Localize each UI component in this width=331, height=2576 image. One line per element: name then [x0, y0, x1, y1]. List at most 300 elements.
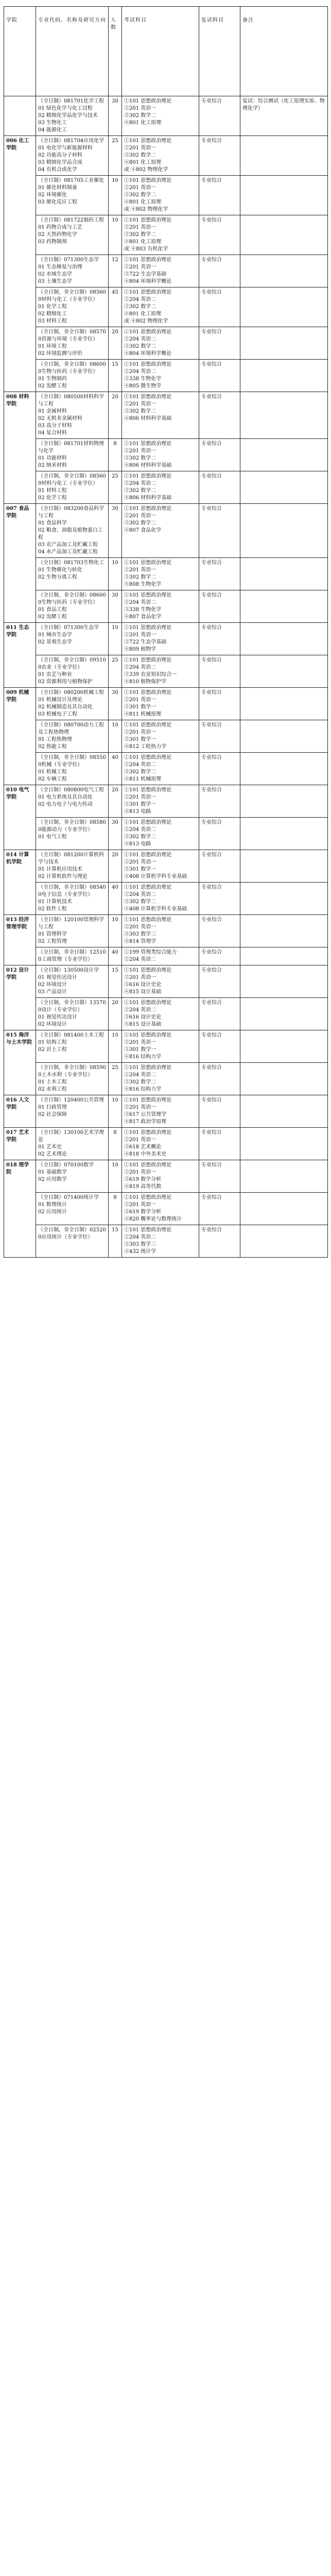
exam-line: ①101 思想政治理论	[124, 473, 172, 479]
exam-line: ①101 思想政治理论	[124, 1032, 172, 1038]
exam-line: ④814 管理学	[124, 939, 156, 944]
major-line: （全日制，非全日制）025200应用统计（专业学位）	[38, 1227, 106, 1240]
table-row	[4, 947, 328, 965]
exam-line: ①101 思想政治理论	[124, 257, 172, 263]
school-cell: 008 材料学院	[4, 392, 36, 504]
exam-line: ③303 数学三	[124, 931, 156, 937]
major-line: （全日制）130100艺术学理论	[38, 1130, 104, 1143]
admissions-table-sheet	[4, 6, 327, 1258]
exam-line: ②201 英语一	[124, 567, 156, 573]
school-cell: 017 艺术学院	[4, 1128, 36, 1160]
exam-line: ④810 植物保护学	[124, 679, 167, 685]
count-cell: 8	[109, 1193, 122, 1225]
exam-line: ③302 数学二	[124, 409, 156, 414]
note-cell	[240, 558, 328, 590]
exam-cell	[122, 558, 199, 590]
table-row	[4, 504, 328, 558]
exam-line: ②201 英语一	[124, 448, 156, 454]
count-cell: 10	[109, 1030, 122, 1063]
exam-line: ④816 结构力学	[124, 1087, 162, 1092]
exam-line: ①101 思想政治理论	[124, 178, 172, 183]
exam-line: ②201 英语一	[124, 730, 156, 735]
note-cell	[240, 965, 328, 998]
count-cell: 30	[109, 96, 122, 136]
exam-cell	[122, 947, 199, 965]
major-line: （全日制）080200机械工程	[38, 690, 104, 696]
major-line: 02 环境设计	[38, 1022, 67, 1027]
major-cell	[36, 753, 109, 785]
exam-cell	[122, 439, 199, 471]
major-line: 01 催化材料制备	[38, 185, 77, 191]
table-row	[4, 327, 328, 360]
retest-cell: 专业综合	[199, 590, 240, 623]
exam-line: ①101 思想政治理论	[124, 1227, 172, 1233]
major-line: 01 土木工程	[38, 1079, 67, 1085]
major-cell	[36, 215, 109, 255]
note-cell	[240, 136, 328, 176]
note-cell	[240, 688, 328, 720]
major-line: 03 高分子材料	[38, 423, 72, 429]
retest-cell: 专业综合	[199, 176, 240, 215]
table-row	[4, 998, 328, 1030]
table-row	[4, 392, 328, 439]
exam-line: ③301 数学一	[124, 867, 156, 872]
count-cell: 15	[109, 965, 122, 998]
major-cell	[36, 392, 109, 439]
major-cell	[36, 590, 109, 623]
major-line: 01 食品工程	[38, 607, 67, 613]
major-line: 02 天然药物化学	[38, 232, 77, 238]
exam-cell	[122, 965, 199, 998]
major-cell	[36, 883, 109, 915]
retest-cell: 专业综合	[199, 504, 240, 558]
exam-line: ④811 机械原理	[124, 776, 162, 782]
retest-cell: 专业综合	[199, 1095, 240, 1128]
retest-cell: 专业综合	[199, 623, 240, 655]
major-line: 03 材料工程	[38, 318, 67, 324]
exam-line: ④801 化工原理	[124, 311, 162, 317]
note-cell	[240, 1063, 328, 1095]
major-line: （全日制，非全日制）095100农业（专业学位）	[38, 657, 106, 670]
note-cell	[240, 360, 328, 392]
major-line: （全日制）081705工业催化	[38, 178, 104, 183]
exam-cell	[122, 998, 199, 1030]
exam-line: ③616 设计史论	[124, 1014, 162, 1020]
major-line: 03 产品设计	[38, 989, 67, 995]
exam-line: 或 ④803 有机化学	[124, 246, 168, 252]
count-cell: 8	[109, 1128, 122, 1160]
major-cell	[36, 558, 109, 590]
count-cell: 20	[109, 785, 122, 818]
major-line: （全日制，非全日制）086000生物与医药（专业学位）	[38, 362, 106, 375]
major-cell	[36, 439, 109, 471]
major-line: （全日制）130500设计学	[38, 968, 99, 973]
major-cell	[36, 688, 109, 720]
exam-line: ①101 思想政治理论	[124, 1000, 172, 1006]
major-line: 02 精细化工	[38, 311, 67, 317]
count-cell: 10	[109, 1095, 122, 1128]
retest-cell: 专业综合	[199, 965, 240, 998]
major-line: 03 土壤生态学	[38, 279, 72, 284]
note-cell	[240, 883, 328, 915]
count-cell: 30	[109, 590, 122, 623]
table-row	[4, 471, 328, 504]
count-cell: 10	[109, 720, 122, 753]
exam-line: ②201 英语一	[124, 975, 156, 980]
count-cell: 40	[109, 883, 122, 915]
exam-line: ①101 思想政治理论	[124, 290, 172, 295]
table-row	[4, 1095, 328, 1128]
exam-cell	[122, 255, 199, 287]
major-line: 02 功能高分子材料	[38, 152, 82, 158]
major-line: 01 机械设计及理论	[38, 697, 82, 703]
major-line: 03 药物制剂	[38, 239, 67, 245]
major-line: 03 农产品加工及贮藏工程	[38, 542, 98, 548]
major-line: 01 机械工程	[38, 769, 67, 775]
exam-line: ②201 英语一	[124, 145, 156, 151]
major-line: 01 材料工程	[38, 488, 67, 494]
major-line: 02 软件工程	[38, 906, 67, 912]
note-cell	[240, 915, 328, 947]
count-cell: 30	[109, 688, 122, 720]
major-cell	[36, 998, 109, 1030]
major-line: （全日制）081703生物化工	[38, 560, 104, 566]
exam-line: ④432 统计学	[124, 1249, 156, 1255]
exam-cell	[122, 720, 199, 753]
exam-cell	[122, 136, 199, 176]
note-cell	[240, 1128, 328, 1160]
major-cell	[36, 1063, 109, 1095]
note-cell	[240, 287, 328, 327]
retest-cell: 专业综合	[199, 818, 240, 850]
exam-cell	[122, 360, 199, 392]
school-cell: 007 食品学院	[4, 504, 36, 623]
retest-cell: 专业综合	[199, 883, 240, 915]
major-cell	[36, 818, 109, 850]
major-line: （全日制，非全日制）086000生物与医药（专业学位）	[38, 592, 106, 605]
exam-line: ②204 英语二	[124, 892, 156, 897]
major-line: （全日制）081722制药工程	[38, 217, 104, 223]
exam-line: ③302 数学二	[124, 834, 156, 840]
exam-cell	[122, 1063, 199, 1095]
exam-line: ④820 概率论与数理统计	[124, 1216, 182, 1222]
note-cell	[240, 947, 328, 965]
major-line: （全日制，非全日制）085400电子信息（专业学位）	[38, 885, 106, 897]
retest-cell: 专业综合	[199, 360, 240, 392]
header-major: 专业代码、名称及研究方向	[36, 7, 109, 96]
major-line: （全日制）081701化学工程	[38, 98, 104, 104]
exam-line: ④807 食品化学	[124, 528, 162, 533]
exam-line: ④817 政治学原理	[124, 1119, 167, 1125]
exam-line: ②201 英语一	[124, 1170, 156, 1175]
exam-line: ③302 数学二	[124, 232, 156, 238]
school-cell: 006 化工学院	[4, 136, 36, 392]
table-row	[4, 360, 328, 392]
note-cell	[240, 1030, 328, 1063]
major-line: 01 电化学与新能源材料	[38, 145, 93, 151]
exam-line: ①101 思想政治理论	[124, 1162, 172, 1168]
exam-line: ③338 生物化学	[124, 607, 162, 613]
note-cell	[240, 504, 328, 558]
exam-line: ②204 英语二	[124, 827, 156, 833]
major-cell	[36, 255, 109, 287]
count-cell: 30	[109, 818, 122, 850]
major-line: 02 景观生态学	[38, 639, 72, 645]
major-line: 02 发酵工程	[38, 614, 67, 620]
major-line: 02 粮食、油脂及植物蛋白工程	[38, 528, 103, 540]
major-cell	[36, 915, 109, 947]
table-row	[4, 655, 328, 688]
count-cell: 20	[109, 850, 122, 883]
note-cell	[240, 392, 328, 439]
exam-cell	[122, 1030, 199, 1063]
table-row	[4, 255, 328, 287]
retest-cell: 专业综合	[199, 785, 240, 818]
major-line: （全日制）081704应用化学	[38, 138, 104, 144]
table-row	[4, 850, 328, 883]
exam-cell	[122, 655, 199, 688]
major-cell	[36, 965, 109, 998]
exam-line: ②204 英语二	[124, 481, 156, 486]
table-row	[4, 1193, 328, 1225]
retest-cell: 专业综合	[199, 215, 240, 255]
exam-line: ③301 数学一	[124, 704, 156, 710]
retest-cell: 专业综合	[199, 392, 240, 439]
exam-line: ④801 化工原理	[124, 160, 162, 165]
exam-line: ②201 英语一	[124, 225, 156, 230]
exam-line: ④408 计算机学科专业基础	[124, 906, 187, 912]
table-row	[4, 1225, 328, 1258]
major-line: （全日制）080500材料科学与工程	[38, 394, 104, 407]
count-cell: 25	[109, 471, 122, 504]
table-row	[4, 1030, 328, 1063]
exam-line: ④801 化工原理	[124, 239, 162, 245]
exam-line: ①101 思想政治理论	[124, 560, 172, 566]
major-line: 01 数理统计	[38, 1202, 67, 1208]
exam-line: ②201 英语一	[124, 1137, 156, 1143]
major-line: 01 金属材料	[38, 409, 67, 414]
exam-cell	[122, 785, 199, 818]
exam-line: ③302 数学二	[124, 455, 156, 461]
retest-cell: 专业综合	[199, 439, 240, 471]
retest-cell: 专业综合	[199, 255, 240, 287]
exam-line: ③301 数学一	[124, 1047, 156, 1053]
major-line: 01 行政管理	[38, 1105, 67, 1110]
major-line: 01 艺术史	[38, 1144, 62, 1150]
major-line: 02 水域生态学	[38, 272, 72, 277]
retest-cell: 专业综合	[199, 1030, 240, 1063]
exam-line: ③302 数学二	[124, 152, 156, 158]
major-line: 04 有机合成化学	[38, 167, 77, 173]
exam-line: ②201 英语一	[124, 1040, 156, 1045]
count-cell: 12	[109, 255, 122, 287]
table-row	[4, 558, 328, 590]
count-cell: 10	[109, 176, 122, 215]
exam-line: ①101 思想政治理论	[124, 329, 172, 335]
major-cell	[36, 136, 109, 176]
retest-cell: 专业综合	[199, 1063, 240, 1095]
major-line: （全日制）083200食品科学与工程	[38, 506, 104, 519]
note-cell	[240, 818, 328, 850]
major-cell	[36, 176, 109, 215]
major-line: 02 应用数学	[38, 1177, 67, 1182]
exam-line: ④813 电路	[124, 809, 151, 815]
exam-line: ④819 高等代数	[124, 1184, 162, 1190]
exam-line: ②201 英语一	[124, 794, 156, 800]
major-line: 01 生态修复与治理	[38, 264, 82, 270]
exam-cell	[122, 1128, 199, 1160]
exam-line: ③722 生态学基础	[124, 272, 167, 277]
exam-cell	[122, 818, 199, 850]
major-cell	[36, 1193, 109, 1225]
major-line: 01 食品科学	[38, 520, 67, 526]
major-line: （全日制）070100数学	[38, 1162, 94, 1168]
exam-line: ①101 思想政治理论	[124, 690, 172, 696]
exam-line: ③302 数学二	[124, 769, 156, 775]
exam-line: ②201 英语一	[124, 697, 156, 703]
school-cell: 009 机械学院	[4, 688, 36, 785]
exam-line: ②204 英语二	[124, 1007, 156, 1013]
exam-line: ④804 环境科学概论	[124, 279, 172, 284]
major-line: 02 水利工程	[38, 1087, 67, 1092]
retest-cell: 专业综合	[199, 1128, 240, 1160]
major-cell	[36, 1128, 109, 1160]
admissions-table	[4, 6, 328, 1258]
table-row	[4, 439, 328, 471]
major-line: （全日制）080800电气工程	[38, 787, 104, 793]
exam-line: ③301 数学一	[124, 737, 156, 742]
exam-line: ③302 数学二	[124, 520, 156, 526]
major-line: 02 热能工程	[38, 744, 67, 750]
major-line: （全日制）081400土木工程	[38, 1032, 104, 1038]
exam-line: ③301 数学一	[124, 802, 156, 807]
table-row	[4, 1128, 328, 1160]
major-cell	[36, 471, 109, 504]
exam-cell	[122, 215, 199, 255]
exam-line: 或 ④802 物理化学	[124, 167, 168, 173]
table-body	[4, 96, 328, 1258]
exam-line: ①101 思想政治理论	[124, 217, 172, 223]
major-cell	[36, 947, 109, 965]
major-line: 02 机械制造及其自动化	[38, 704, 93, 710]
exam-line: ①101 思想政治理论	[124, 362, 172, 367]
table-row	[4, 287, 328, 327]
count-cell: 8	[109, 439, 122, 471]
exam-line: ③302 数学二	[124, 344, 156, 349]
exam-line: ②201 英语一	[124, 924, 156, 930]
major-cell	[36, 287, 109, 327]
major-cell	[36, 1225, 109, 1258]
exam-cell	[122, 287, 199, 327]
exam-line: ①101 思想政治理论	[124, 1130, 172, 1136]
major-line: （全日制）071300生态学	[38, 625, 99, 631]
major-line: 01 视觉传达设计	[38, 1014, 77, 1020]
exam-line: 或 ④802 物理化学	[124, 207, 168, 212]
exam-line: ②204 英语二	[124, 369, 156, 375]
exam-cell	[122, 1225, 199, 1258]
exam-cell	[122, 1193, 199, 1225]
major-line: 01 化学工程	[38, 304, 67, 310]
exam-line: ②204 英语二	[124, 762, 156, 768]
exam-line: ④815 设计基础	[124, 989, 162, 995]
major-line: （全日制）071400统计学	[38, 1195, 99, 1200]
header-exam: 考试科目	[122, 7, 199, 96]
major-line: 02 艺术理论	[38, 1151, 67, 1157]
retest-cell: 专业综合	[199, 558, 240, 590]
count-cell: 40	[109, 947, 122, 965]
note-cell	[240, 1095, 328, 1128]
retest-cell: 专业综合	[199, 998, 240, 1030]
exam-line: ④806 材料科学基础	[124, 463, 172, 468]
count-cell: 20	[109, 392, 122, 439]
header-school: 学院	[4, 7, 36, 96]
exam-line: ④813 电路	[124, 841, 151, 847]
table-row	[4, 753, 328, 785]
header-note: 备注	[240, 7, 328, 96]
major-line: 02 环境催化	[38, 192, 67, 198]
major-line: 01 生物制药	[38, 376, 67, 382]
table-row	[4, 136, 328, 176]
table-row	[4, 688, 328, 720]
exam-line: ①101 思想政治理论	[124, 394, 172, 400]
exam-line: ④816 结构力学	[124, 1054, 162, 1060]
major-line: 01 视觉传达设计	[38, 975, 77, 980]
note-cell	[240, 327, 328, 360]
note-cell	[240, 1160, 328, 1193]
major-line: 02 环境监测与评价	[38, 351, 82, 357]
exam-line: ④805 微生物学	[124, 383, 162, 389]
major-line: 02 车辆工程	[38, 776, 67, 782]
note-cell	[240, 439, 328, 471]
major-cell	[36, 655, 109, 688]
exam-line: ④804 环境科学概论	[124, 351, 172, 357]
table-row	[4, 623, 328, 655]
count-cell: 15	[109, 360, 122, 392]
exam-line: ②201 英语一	[124, 106, 156, 111]
major-line: 02 无机非金属材料	[38, 416, 82, 421]
major-line: 04 水产品加工及贮藏工程	[38, 549, 98, 555]
exam-line: ①101 思想政治理论	[124, 98, 172, 104]
major-cell	[36, 850, 109, 883]
exam-line: ①101 思想政治理论	[124, 722, 172, 728]
major-line: 02 精细化学品化学与技术	[38, 113, 98, 118]
exam-line: ③302 数学二	[124, 899, 156, 905]
exam-cell	[122, 753, 199, 785]
retest-cell: 专业综合	[199, 327, 240, 360]
exam-line: ③302 数学二	[124, 192, 156, 198]
exam-line: ③302 数学二	[124, 304, 156, 310]
major-line: 01 药物合成与工艺	[38, 225, 82, 230]
exam-line: ②204 英语二	[124, 336, 156, 342]
note-cell	[240, 720, 328, 753]
school-cell: 012 设计学院	[4, 965, 36, 1030]
count-cell: 45	[109, 287, 122, 327]
exam-cell	[122, 504, 199, 558]
note-cell	[240, 590, 328, 623]
major-line: 03 机械电子工程	[38, 711, 77, 717]
exam-line: ④811 机械原理	[124, 711, 162, 717]
exam-line: ②201 英语一	[124, 859, 156, 865]
exam-line: ①101 思想政治理论	[124, 885, 172, 890]
exam-cell	[122, 392, 199, 439]
exam-line: ③616 设计史论	[124, 982, 162, 988]
exam-line: ④818 中外美术史	[124, 1151, 167, 1157]
major-cell	[36, 1095, 109, 1128]
count-cell: 10	[109, 215, 122, 255]
table-row	[4, 883, 328, 915]
major-cell	[36, 785, 109, 818]
major-cell	[36, 327, 109, 360]
